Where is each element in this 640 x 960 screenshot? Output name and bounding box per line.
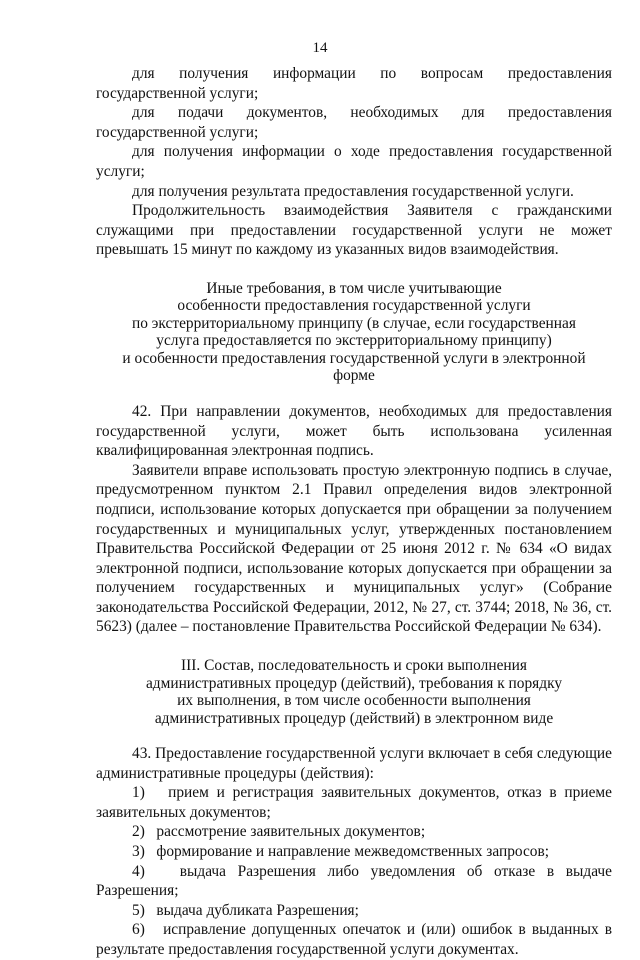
list-item-text: выдача дубликата Разрешения; (156, 901, 359, 919)
document-body (96, 64, 612, 960)
section-heading-iii (96, 657, 612, 727)
paragraph-progress-info: для получения информации о ходе предоставления государственной услуги; (96, 143, 612, 180)
list-item-number: 6) (132, 921, 145, 939)
heading-line: услуга предоставляется по экстерриториальному принципу) (156, 332, 552, 350)
paragraph-duration: Продолжительность взаимодействия Заявителя с гражданскими служащими при предоставлении государственной услуги не может превышать 15 минут по каждому из указанных видов взаимодействия. (96, 202, 612, 259)
list-item-text: рассмотрение заявительных документов; (156, 823, 426, 841)
list-item (96, 901, 612, 921)
list-item-number: 1) (132, 784, 145, 802)
section-heading-other-requirements (96, 280, 612, 385)
list-item-text: формирование и направление межведомственных запросов; (156, 843, 550, 861)
heading-line: административных процедур (действий), требования к порядку (145, 674, 563, 692)
paragraph-submit-docs: для подачи документов, необходимых для предоставления государственной услуги; (96, 104, 612, 141)
paragraph-result: для получения результата предоставления государственной услуги. (132, 182, 574, 200)
list-item-text: выдача Разрешения либо уведомления об отказе в выдаче Разрешения; (96, 862, 612, 900)
heading-line: и особенности предоставления государственной услуги в электронной (122, 349, 586, 367)
list-item-text: исправление допущенных опечаток и (или) ошибок в выданных в результате предоставления государственной услуги документах. (96, 921, 613, 958)
heading-line: их выполнения, в том числе особенности выполнения (177, 692, 531, 710)
list-item (96, 920, 612, 959)
heading-line: Иные требования, в том числе учитывающие (206, 279, 502, 297)
page-number: 14 (312, 40, 328, 56)
list-item (96, 783, 612, 822)
paragraph-43: 43. Предоставление государственной услуги включает в себя следующие административные процедуры (действия): (96, 745, 612, 782)
list-item-number: 3) (132, 843, 145, 861)
list-item (96, 862, 612, 901)
heading-line: по экстерриториальному принципу (в случае, если государственная (132, 314, 576, 332)
list-item (96, 842, 612, 862)
list-item-number: 5) (132, 901, 145, 919)
heading-line: III. Состав, последовательность и сроки выполнения (181, 657, 527, 675)
heading-line: административных процедур (действий) в электронном виде (154, 709, 554, 727)
list-item (96, 822, 612, 842)
paragraph-simple-signature: Заявители вправе использовать простую электронную подпись в случае, предусмотренном пунктом 2.1 Правил определения видов электронной подписи, использование которых допускается при обращении за получением государственных и муниципальных услуг, утвержденных постановлением Правительства Российской Федерации от 25 июня 2012 г. № 634 «О видах электронной подписи, использование которых допускается при обращении за получением государственных и муниципальных услуг» (Собрание законодательства Российской Федерации, 2012, № 27, ст. 3744; 2018, № 36, ст. 5623) (далее – постановление Правительства Российской Федерации № 634). (96, 461, 612, 636)
list-item-number: 2) (132, 823, 145, 841)
paragraph-info-questions: для получения информации по вопросам предоставления государственной услуги; (96, 65, 612, 102)
heading-line: особенности предоставления государственной услуги (177, 297, 531, 315)
heading-line: форме (333, 367, 375, 385)
paragraph-42: 42. При направлении документов, необходимых для предоставления государственной услуги, может быть использована усиленная квалифицированная электронная подпись. (96, 402, 612, 460)
list-item-text: прием и регистрация заявительных документов, отказ в приеме заявительных документов; (96, 784, 612, 821)
list-item-number: 4) (132, 862, 145, 880)
